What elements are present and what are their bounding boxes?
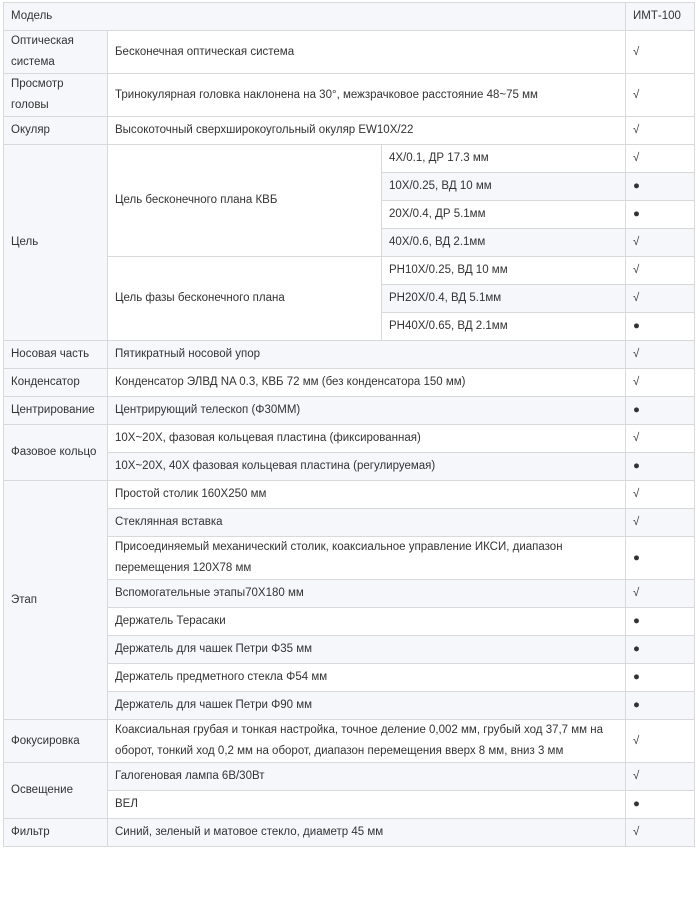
- table-row: [4, 819, 695, 847]
- row-label: Окуляр: [4, 117, 108, 145]
- table-row: [4, 608, 695, 636]
- row-label: Конденсатор: [4, 369, 108, 397]
- availability-mark: √: [626, 580, 695, 608]
- availability-mark: ●: [626, 692, 695, 720]
- row-desc: Держатель для чашек Петри Φ90 мм: [108, 692, 626, 720]
- table-row: [4, 509, 695, 537]
- objective-spec: PH40X/0.65, ВД 2.1мм: [382, 313, 626, 341]
- availability-mark: ●: [626, 313, 695, 341]
- availability-mark: ●: [626, 201, 695, 229]
- row-desc: Держатель предметного стекла Φ54 мм: [108, 664, 626, 692]
- row-desc: Простой столик 160X250 мм: [108, 481, 626, 509]
- table-row: [4, 636, 695, 664]
- row-desc: Центрирующий телескоп (Φ30ММ): [108, 397, 626, 425]
- availability-mark: √: [626, 369, 695, 397]
- illumination-label: Освещение: [4, 763, 108, 819]
- table-row: [4, 341, 695, 369]
- row-desc: Высокоточный сверхширокоугольный окуляр EW10X/22: [108, 117, 626, 145]
- table-row: [4, 425, 695, 453]
- row-label: Носовая часть: [4, 341, 108, 369]
- availability-mark: √: [626, 74, 695, 117]
- availability-mark: ●: [626, 453, 695, 481]
- availability-mark: √: [626, 145, 695, 173]
- phase-ring-label: Фазовое кольцо: [4, 425, 108, 481]
- availability-mark: √: [626, 257, 695, 285]
- objective-spec: 40X/0.6, ВД 2.1мм: [382, 229, 626, 257]
- table-row: [4, 720, 695, 763]
- availability-mark: √: [626, 285, 695, 313]
- table-row: [4, 257, 695, 285]
- model-label: Модель: [4, 3, 626, 31]
- objective-label: Цель: [4, 145, 108, 341]
- availability-mark: ●: [626, 664, 695, 692]
- table-row: [4, 453, 695, 481]
- row-desc: 10X~20X, фазовая кольцевая пластина (фиксированная): [108, 425, 626, 453]
- availability-mark: √: [626, 763, 695, 791]
- row-label: Просмотр головы: [4, 74, 108, 117]
- availability-mark: ●: [626, 537, 695, 580]
- availability-mark: ●: [626, 173, 695, 201]
- spec-table: [3, 2, 695, 847]
- table-row: [4, 692, 695, 720]
- table-row: [4, 117, 695, 145]
- row-desc: Стеклянная вставка: [108, 509, 626, 537]
- objective-spec: 20X/0.4, ДР 5.1мм: [382, 201, 626, 229]
- row-desc: Бесконечная оптическая система: [108, 31, 626, 74]
- row-desc: Коаксиальная грубая и тонкая настройка, точное деление 0,002 мм, грубый ход 37,7 мм на оборот, тонкий ход 0,2 мм на оборот, диапазон перемещения вверх 8 мм, вниз 3 мм: [108, 720, 626, 763]
- row-desc: ВЕЛ: [108, 791, 626, 819]
- row-desc: Держатель для чашек Петри Φ35 мм: [108, 636, 626, 664]
- availability-mark: √: [626, 229, 695, 257]
- availability-mark: √: [626, 425, 695, 453]
- row-desc: Конденсатор ЭЛВД NA 0.3, КВБ 72 мм (без конденсатора 150 мм): [108, 369, 626, 397]
- availability-mark: ●: [626, 397, 695, 425]
- objective-spec: PH20X/0.4, ВД 5.1мм: [382, 285, 626, 313]
- objective-group-name: Цель бесконечного плана КВБ: [108, 145, 382, 257]
- table-row: [4, 397, 695, 425]
- availability-mark: √: [626, 720, 695, 763]
- table-row: [4, 74, 695, 117]
- row-desc: Тринокулярная головка наклонена на 30°, межзрачковое расстояние 48~75 мм: [108, 74, 626, 117]
- table-row: [4, 580, 695, 608]
- availability-mark: ●: [626, 608, 695, 636]
- row-desc: Галогеновая лампа 6В/30Вт: [108, 763, 626, 791]
- model-value: ИМТ-100: [626, 3, 695, 31]
- stage-label: Этап: [4, 481, 108, 720]
- objective-spec: PH10X/0.25, ВД 10 мм: [382, 257, 626, 285]
- table-row: [4, 3, 695, 31]
- availability-mark: √: [626, 819, 695, 847]
- availability-mark: ●: [626, 636, 695, 664]
- table-row: [4, 664, 695, 692]
- row-desc: Вспомогательные этапы70X180 мм: [108, 580, 626, 608]
- row-desc: 10X~20X, 40X фазовая кольцевая пластина (регулируемая): [108, 453, 626, 481]
- availability-mark: √: [626, 341, 695, 369]
- row-label: Фильтр: [4, 819, 108, 847]
- table-row: [4, 481, 695, 509]
- availability-mark: √: [626, 509, 695, 537]
- table-row: [4, 369, 695, 397]
- row-desc: Пятикратный носовой упор: [108, 341, 626, 369]
- availability-mark: √: [626, 31, 695, 74]
- row-label: Центрирование: [4, 397, 108, 425]
- row-label: Оптическая система: [4, 31, 108, 74]
- availability-mark: √: [626, 117, 695, 145]
- availability-mark: √: [626, 481, 695, 509]
- row-desc: Держатель Терасаки: [108, 608, 626, 636]
- row-desc: Присоединяемый механический столик, коаксиальное управление ИКСИ, диапазон перемещения 120X78 мм: [108, 537, 626, 580]
- row-desc: Синий, зеленый и матовое стекло, диаметр 45 мм: [108, 819, 626, 847]
- row-label: Фокусировка: [4, 720, 108, 763]
- objective-group-name: Цель фазы бесконечного плана: [108, 257, 382, 341]
- table-row: [4, 145, 695, 173]
- objective-spec: 4X/0.1, ДР 17.3 мм: [382, 145, 626, 173]
- table-row: [4, 791, 695, 819]
- table-row: [4, 31, 695, 74]
- objective-spec: 10X/0.25, ВД 10 мм: [382, 173, 626, 201]
- table-row: [4, 537, 695, 580]
- availability-mark: ●: [626, 791, 695, 819]
- table-row: [4, 763, 695, 791]
